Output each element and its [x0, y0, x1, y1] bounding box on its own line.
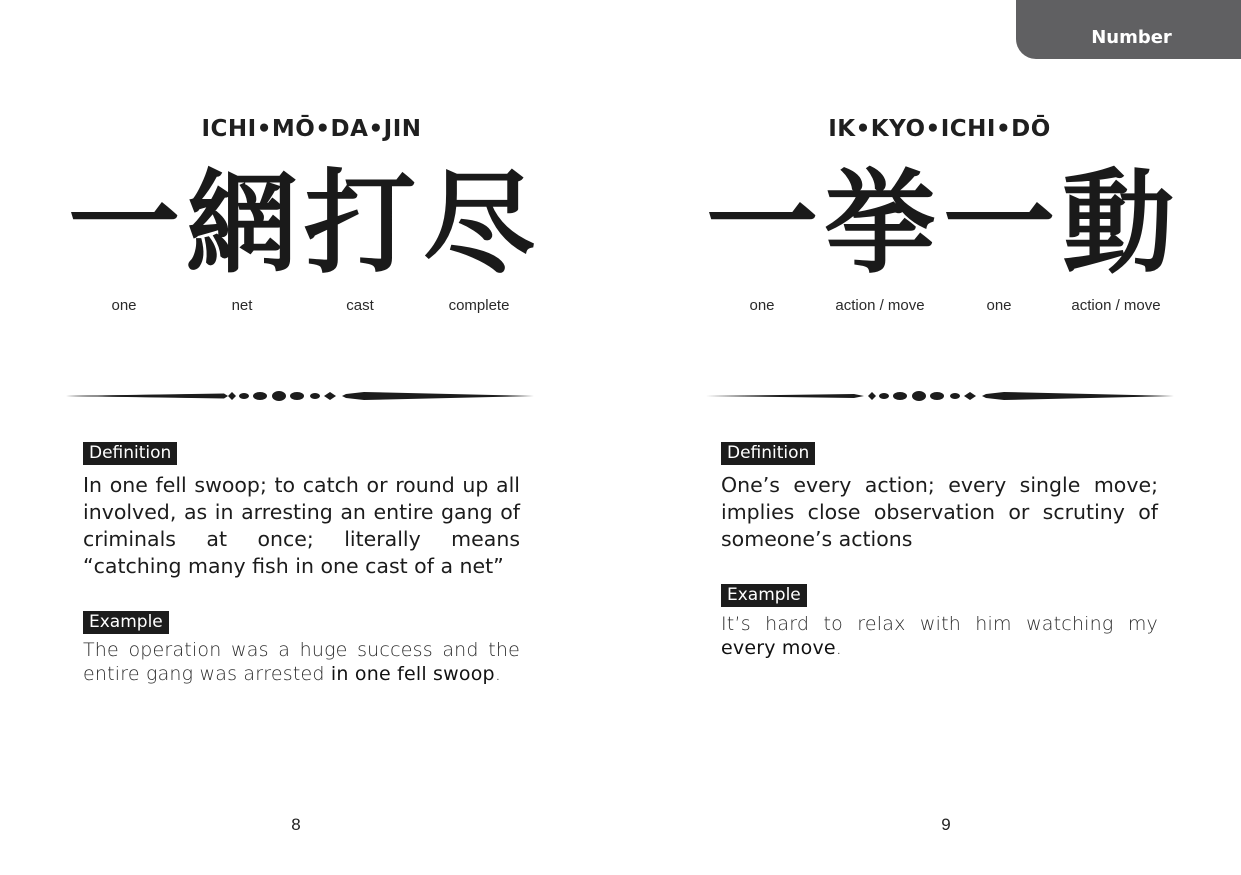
kanji-gloss: complete	[448, 297, 510, 314]
kanji-character: 一	[706, 158, 818, 289]
definition-text: One’s every action; every single move; implies close observation or scrutiny of someone’s actions	[721, 473, 1158, 551]
page-number: 8	[291, 815, 301, 834]
example-label: Example	[721, 584, 807, 607]
kanji-gloss: one	[111, 297, 137, 314]
example-highlight: every move	[721, 637, 836, 659]
kanji-character: 挙	[824, 158, 936, 289]
kanji-gloss: action / move	[835, 297, 925, 314]
kanji-character: 打	[304, 158, 416, 289]
kanji-gloss: net	[231, 297, 253, 314]
kanji-character: 一	[68, 158, 180, 289]
section-tab-label: Number	[1091, 27, 1172, 48]
example-highlight: in one fell swoop	[330, 663, 495, 685]
definition-text: In one fell swoop; to catch or round up all involved, as in arresting an entire gang of criminals at once; literally means “catching many fish in one cast of a net”	[83, 473, 520, 578]
kanji-character: 網	[186, 158, 298, 289]
left-page	[0, 0, 620, 875]
kanji-gloss: one	[749, 297, 775, 314]
right-page	[620, 0, 1241, 875]
example-label: Example	[83, 611, 169, 634]
kanji-gloss: one	[986, 297, 1012, 314]
kanji-gloss: action / move	[1071, 297, 1161, 314]
romaji-heading: IK•KYO•ICHI•DŌ	[828, 116, 1051, 142]
example-text-start: The operation was a huge success and the entire gang was arrested	[83, 639, 520, 685]
example-text-end: .	[835, 637, 843, 659]
kanji-character: 尽	[423, 158, 535, 289]
example-text	[83, 638, 520, 686]
ornamental-divider	[704, 386, 1178, 406]
definition-label: Definition	[83, 442, 177, 465]
kanji-gloss: cast	[346, 297, 374, 314]
kanji-character: 動	[1062, 158, 1174, 289]
page-number: 9	[941, 815, 951, 834]
definition-label: Definition	[721, 442, 815, 465]
example-text	[721, 612, 1158, 660]
ornamental-divider	[64, 386, 538, 406]
example-text-end: .	[494, 663, 502, 685]
romaji-heading: ICHI•MŌ•DA•JIN	[201, 116, 422, 142]
example-text-start: It’s hard to relax with him watching my	[721, 613, 1158, 635]
kanji-character: 一	[943, 158, 1055, 289]
